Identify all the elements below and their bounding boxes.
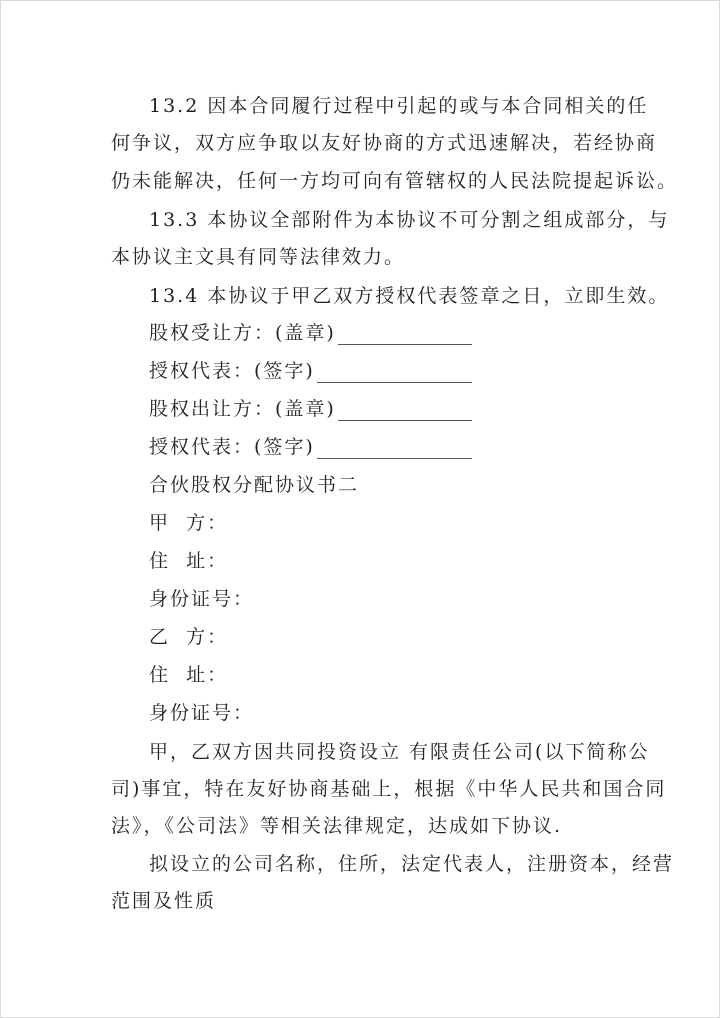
signature-label: 股权出让方：(盖章)	[149, 398, 336, 420]
intro-line-3: 法》，《公司法》等相关法律规定，达成如下协议.	[111, 815, 563, 837]
signature-line-transferor	[149, 397, 472, 421]
field-id-number-b: 身份证号：	[149, 702, 255, 724]
signature-label: 授权代表：(签字)	[149, 360, 315, 382]
signature-line-representative-1	[149, 359, 472, 383]
clause-13-3-line-1: 13.3 本协议全部附件为本协议不可分割之组成部分，与	[149, 209, 670, 231]
intro-line-2: 司)事宜，特在友好协商基础上，根据《中华人民共和国合同	[111, 778, 667, 800]
signature-label: 授权代表：(签字)	[149, 436, 315, 458]
field-party-b: 乙 方：	[149, 626, 229, 648]
clause-13-2-line-3: 仍未能解决，任何一方均可向有管辖权的人民法院提起诉讼。	[111, 170, 679, 192]
signature-blank	[338, 402, 472, 421]
intro-line-1: 甲，乙双方因共同投资设立 有限责任公司(以下简称公	[149, 741, 650, 763]
field-address-b: 住 址：	[149, 664, 229, 686]
clause-13-2-line-1: 13.2 因本合同履行过程中引起的或与本合同相关的任	[149, 95, 649, 117]
section-title: 合伙股权分配协议书二	[149, 474, 360, 496]
signature-blank	[338, 326, 472, 345]
field-id-number-a: 身份证号：	[149, 588, 255, 610]
signature-line-representative-2	[149, 435, 472, 459]
signature-line-transferee	[149, 321, 472, 345]
proposal-line-1: 拟设立的公司名称，住所，法定代表人，注册资本，经营	[149, 853, 675, 875]
clause-13-2-line-2: 何争议，双方应争取以友好协商的方式迅速解决，若经协商	[111, 132, 658, 154]
clause-13-4: 13.4 本协议于甲乙双方授权代表签章之日，立即生效。	[149, 285, 670, 307]
signature-blank	[317, 440, 472, 459]
clause-13-3-line-2: 本协议主文具有同等法律效力。	[111, 246, 406, 268]
field-address-a: 住 址：	[149, 550, 229, 572]
signature-blank	[317, 364, 472, 383]
proposal-line-2: 范围及性质	[111, 890, 217, 912]
field-party-a: 甲 方：	[149, 512, 229, 534]
signature-label: 股权受让方：(盖章)	[149, 322, 336, 344]
